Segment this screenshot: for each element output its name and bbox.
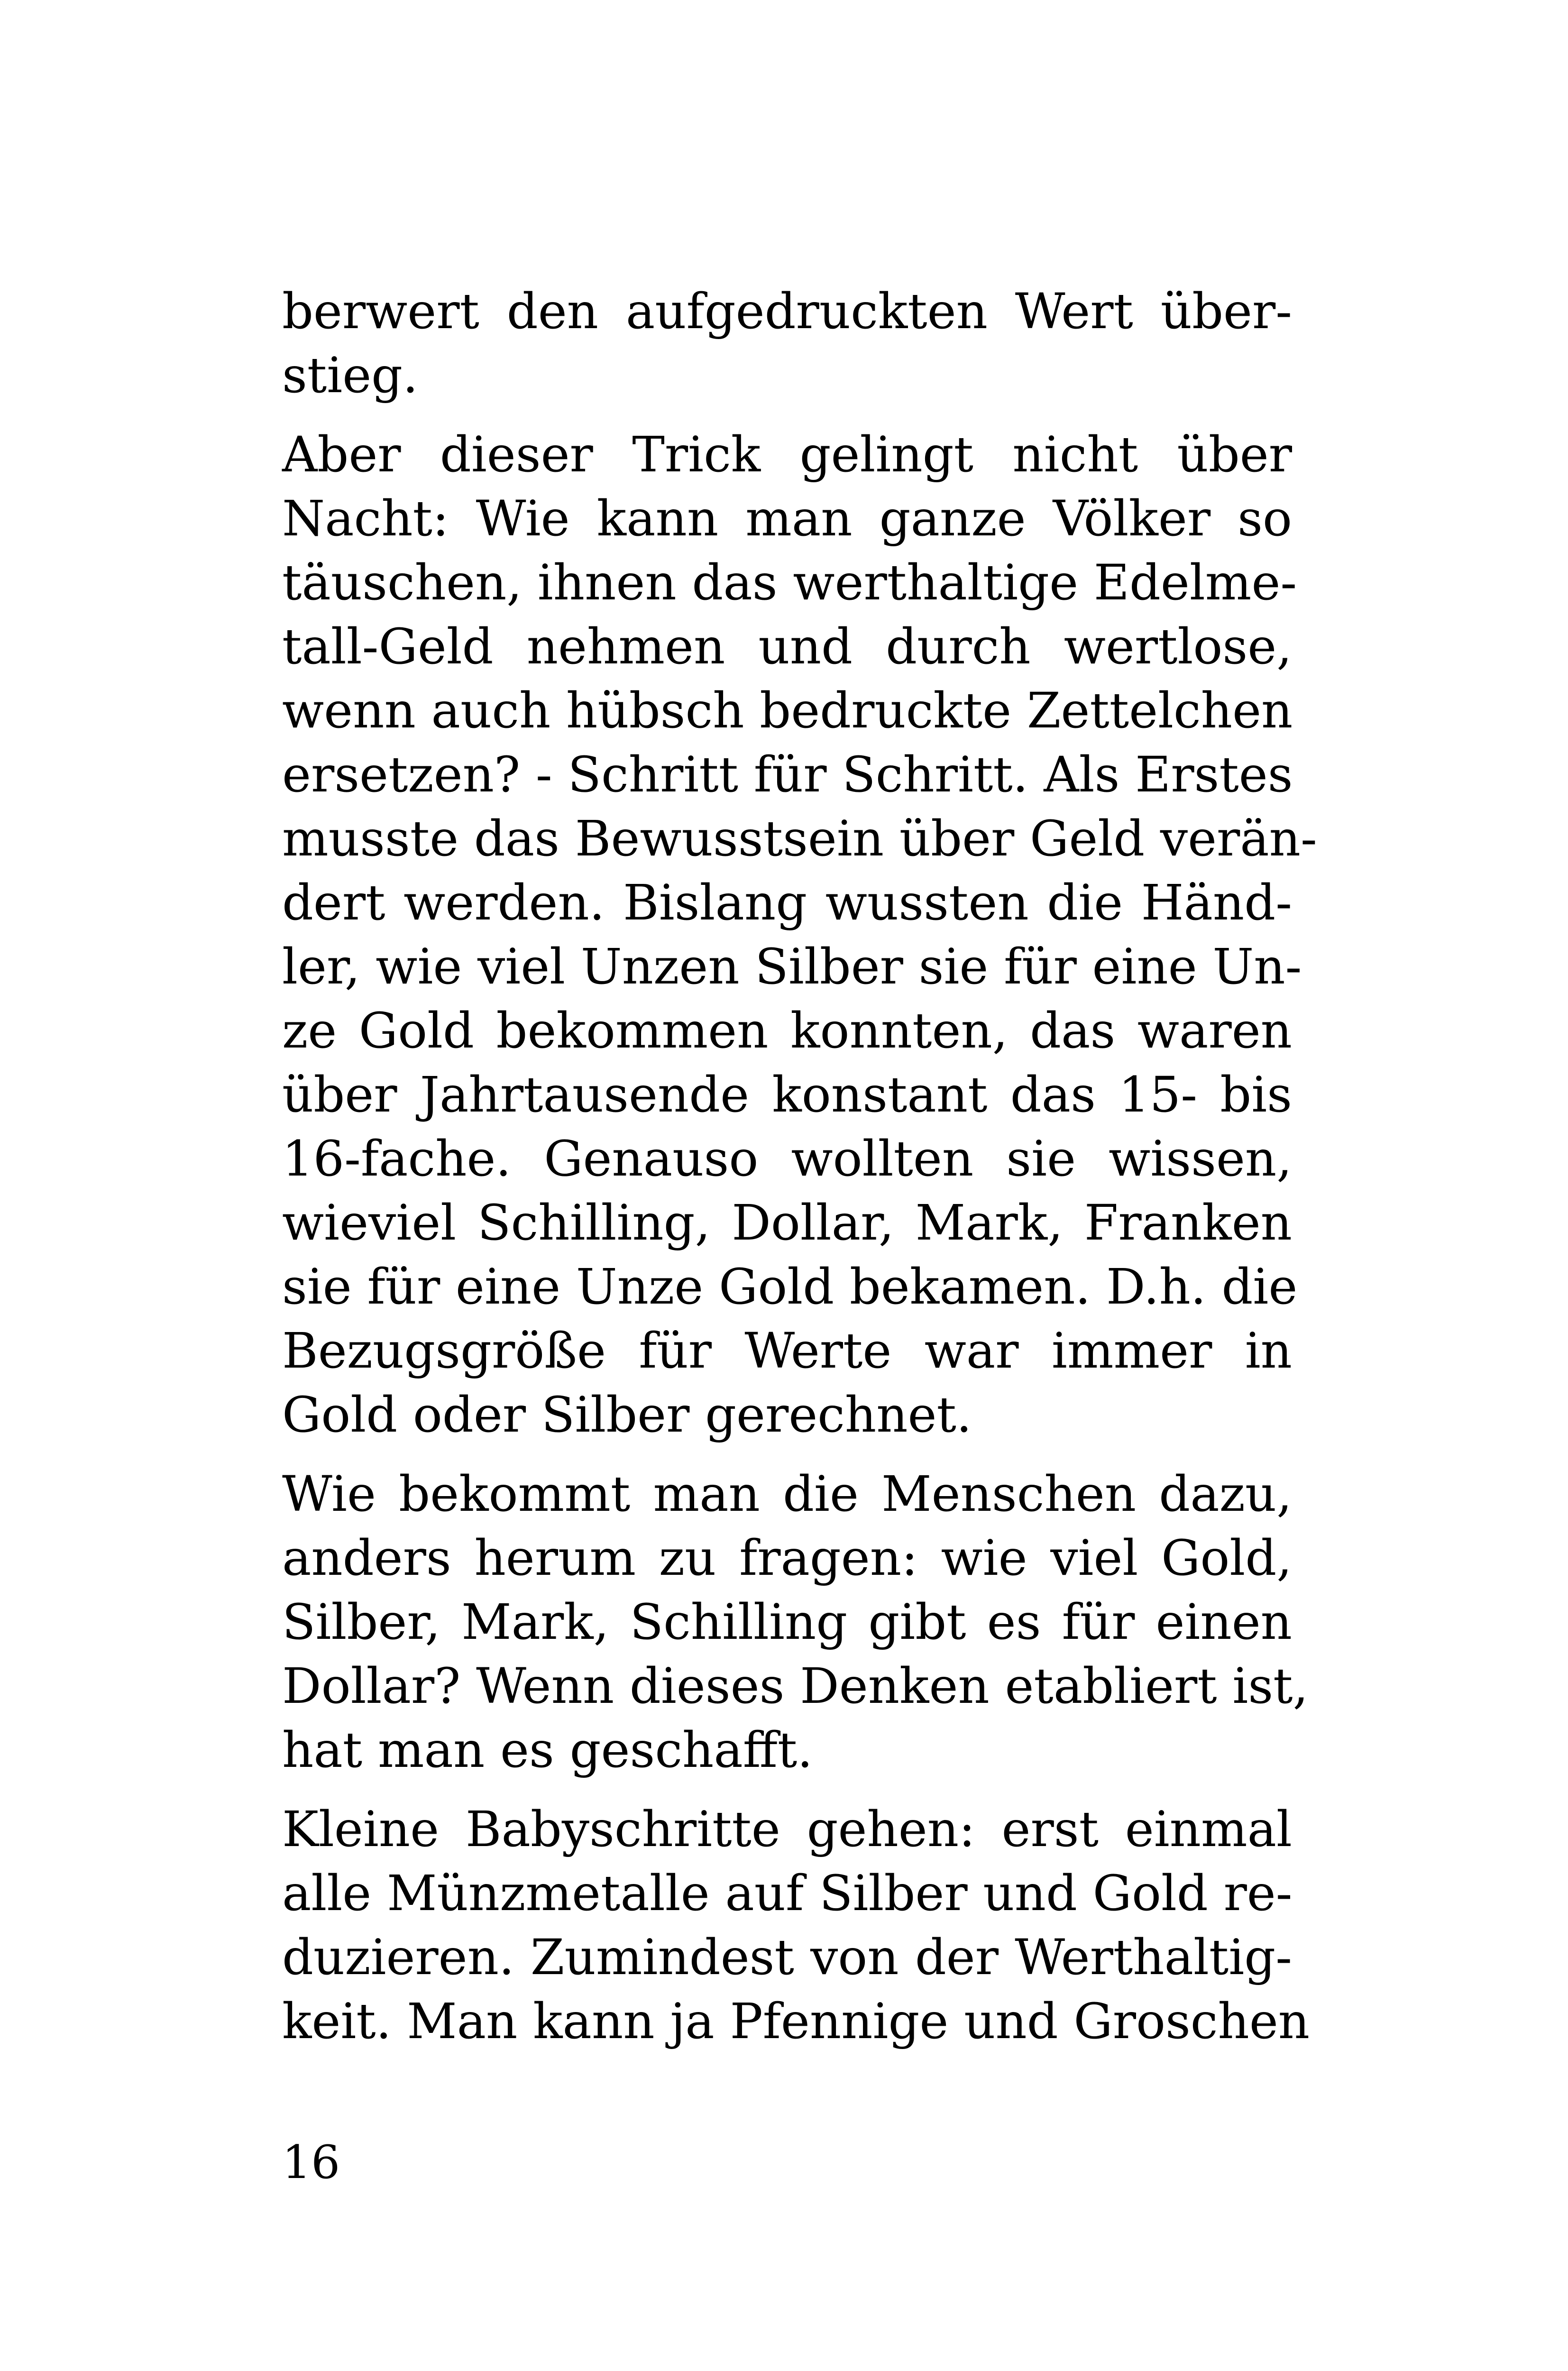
text-line: alle Münzmetalle auf Silber und Gold re- bbox=[282, 1865, 1293, 1922]
text-line: Silber, Mark, Schilling gibt es für einen bbox=[282, 1594, 1292, 1651]
text-line: über Jahrtausende konstant das 15- bis bbox=[282, 1066, 1292, 1123]
text-line: musste das Bewusstsein über Geld verän- bbox=[282, 810, 1317, 867]
text-line: Bezugsgröße für Werte war immer in bbox=[282, 1323, 1292, 1379]
paragraph-2 bbox=[282, 423, 1317, 1447]
paragraph-4 bbox=[282, 1798, 1310, 2054]
text-line: Nacht: Wie kann man ganze Völker so bbox=[282, 490, 1292, 547]
text-line: täuschen, ihnen das werthaltige Edelme- bbox=[282, 554, 1297, 611]
text-line: 16-fache. Genauso wollten sie wissen, bbox=[282, 1130, 1292, 1187]
text-line: wieviel Schilling, Dollar, Mark, Franken bbox=[282, 1195, 1292, 1251]
text-line: ersetzen? - Schritt für Schritt. Als Erstes bbox=[282, 746, 1293, 803]
text-line: ze Gold bekommen konnten, das waren bbox=[282, 1002, 1292, 1059]
text-line: anders herum zu fragen: wie viel Gold, bbox=[282, 1530, 1292, 1587]
text-line: wenn auch hübsch bedruckte Zettelchen bbox=[282, 682, 1293, 739]
paragraph-3 bbox=[282, 1462, 1309, 1783]
paragraph-1 bbox=[282, 280, 1292, 408]
text-line: ler, wie viel Unzen Silber sie für eine Un- bbox=[282, 938, 1302, 995]
text-line: Wie bekommt man die Menschen dazu, bbox=[282, 1466, 1292, 1523]
text-line: Kleine Babyschritte gehen: erst einmal bbox=[282, 1801, 1292, 1858]
text-line: keit. Man kann ja Pfennige und Groschen bbox=[282, 1993, 1310, 2050]
text-line: Gold oder Silber gerechnet. bbox=[282, 1387, 972, 1443]
text-line: stieg. bbox=[282, 347, 418, 404]
text-line: Aber dieser Trick gelingt nicht über bbox=[282, 426, 1292, 483]
text-line: berwert den aufgedruckten Wert über- bbox=[282, 283, 1292, 340]
body-text bbox=[282, 280, 1317, 2069]
text-line: duzieren. Zumindest von der Werthaltig- bbox=[282, 1929, 1292, 1986]
page-number: 16 bbox=[282, 2136, 340, 2189]
text-line: dert werden. Bislang wussten die Händ- bbox=[282, 874, 1292, 931]
text-line: hat man es geschafft. bbox=[282, 1722, 813, 1779]
text-line: Dollar? Wenn dieses Denken etabliert ist, bbox=[282, 1658, 1309, 1715]
text-line: tall-Geld nehmen und durch wertlose, bbox=[282, 618, 1292, 675]
text-line: sie für eine Unze Gold bekamen. D.h. die bbox=[282, 1259, 1298, 1315]
